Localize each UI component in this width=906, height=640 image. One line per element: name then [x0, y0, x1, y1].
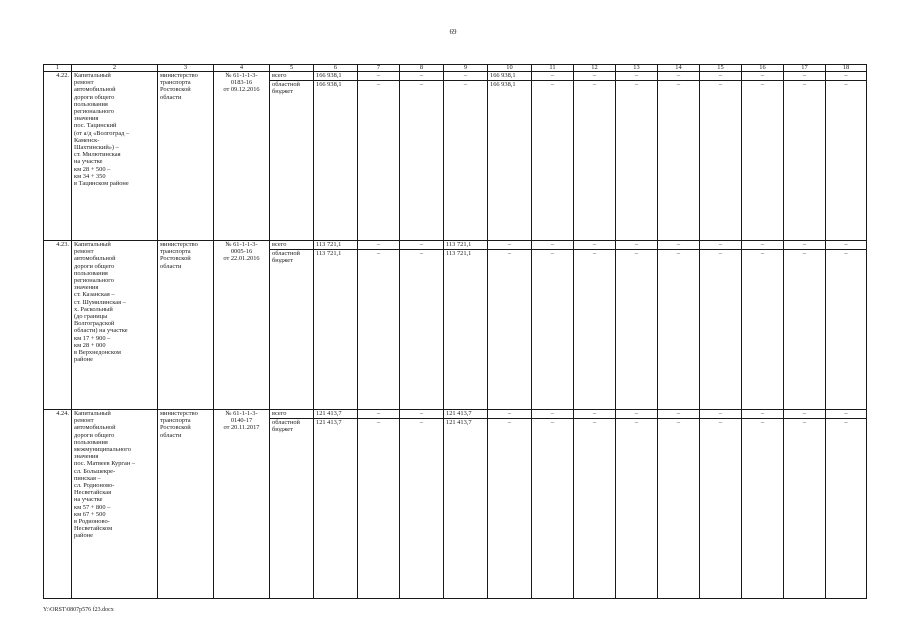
amount-cell: – [742, 241, 784, 250]
amount-cell: 113 721,1 [314, 241, 358, 250]
amount-cell: – [784, 241, 826, 250]
amount-cell: – [574, 250, 616, 410]
amount-cell: – [742, 81, 784, 241]
object-name: Капитальный ремонт автомобильной дороги общего пользования межмуниципального значения пос. Матвеев Курган – сл. Большекре- пинская – сл. Родионово- Несветайская на участке км 57 + 800 – км 67 + 500 в Родионово- Несветайском районе [72, 410, 158, 599]
amount-cell: – [574, 72, 616, 81]
amount-cell: – [574, 419, 616, 599]
table-row [44, 410, 867, 419]
amount-cell: – [574, 81, 616, 241]
amount-cell: 113 721,1 [314, 250, 358, 410]
amount-cell: – [616, 241, 658, 250]
amount-cell: – [658, 419, 700, 599]
amount-cell: – [658, 81, 700, 241]
funding-source: всего [270, 410, 314, 419]
expertise-doc: № 61-1-1-3- 0005-16 от 22.01.2016 [214, 241, 270, 410]
amount-cell: – [784, 250, 826, 410]
amount-cell: 166 938,1 [488, 81, 532, 241]
amount-cell: – [532, 81, 574, 241]
column-number: 17 [784, 65, 826, 72]
object-name: Капитальный ремонт автомобильной дороги общего пользования регионального значения ст. Казанская – ст. Шумилинская – х. Раскольный (до границы Волгоградской области) на участке км 17 + 900 – км 28 + 000 в Верхнедонском районе [72, 241, 158, 410]
column-number: 5 [270, 65, 314, 72]
amount-cell: 121 413,7 [444, 410, 488, 419]
page-number: 69 [449, 28, 457, 36]
amount-cell: – [700, 81, 742, 241]
amount-cell: – [532, 410, 574, 419]
customer: министерство транспорта Ростовской области [158, 72, 214, 241]
amount-cell: – [358, 241, 400, 250]
amount-cell: – [742, 250, 784, 410]
column-number: 10 [488, 65, 532, 72]
amount-cell: – [616, 72, 658, 81]
amount-cell: – [784, 72, 826, 81]
amount-cell: – [784, 410, 826, 419]
footer-file-path: Y:\ORST\0807p576 f23.docx [43, 607, 114, 613]
item-number: 4.22. [44, 72, 72, 241]
column-number: 14 [658, 65, 700, 72]
amount-cell: – [658, 241, 700, 250]
amount-cell: – [700, 241, 742, 250]
amount-cell: – [574, 241, 616, 250]
funding-source: всего [270, 72, 314, 81]
amount-cell: – [700, 250, 742, 410]
amount-cell: – [742, 410, 784, 419]
expertise-doc: № 61-1-1-3- 0183-16 от 09.12.2016 [214, 72, 270, 241]
amount-cell: 113 721,1 [444, 250, 488, 410]
amount-cell: – [444, 72, 488, 81]
amount-cell: – [658, 250, 700, 410]
customer: министерство транспорта Ростовской области [158, 241, 214, 410]
amount-cell: 166 938,1 [314, 81, 358, 241]
column-number: 9 [444, 65, 488, 72]
amount-cell: – [358, 410, 400, 419]
amount-cell: – [400, 81, 444, 241]
column-number: 7 [358, 65, 400, 72]
amount-cell: – [532, 241, 574, 250]
amount-cell: – [700, 410, 742, 419]
column-number: 12 [574, 65, 616, 72]
amount-cell: – [616, 410, 658, 419]
amount-cell: – [826, 419, 867, 599]
amount-cell: – [784, 419, 826, 599]
amount-cell: – [742, 419, 784, 599]
amount-cell: – [358, 250, 400, 410]
amount-cell: – [488, 241, 532, 250]
funding-source: областной бюджет [270, 81, 314, 241]
amount-cell: – [400, 250, 444, 410]
amount-cell: – [532, 250, 574, 410]
customer: министерство транспорта Ростовской области [158, 410, 214, 599]
amount-cell: – [400, 72, 444, 81]
funding-source: областной бюджет [270, 419, 314, 599]
amount-cell: – [700, 72, 742, 81]
amount-cell: – [616, 81, 658, 241]
column-number: 2 [72, 65, 158, 72]
amount-cell: – [700, 419, 742, 599]
column-number: 8 [400, 65, 444, 72]
amount-cell: 113 721,1 [444, 241, 488, 250]
amount-cell: – [400, 419, 444, 599]
amount-cell: 166 938,1 [314, 72, 358, 81]
column-number: 3 [158, 65, 214, 72]
amount-cell: – [616, 250, 658, 410]
amount-cell: – [742, 72, 784, 81]
amount-cell: – [826, 72, 867, 81]
column-number: 1 [44, 65, 72, 72]
amount-cell: 121 413,7 [444, 419, 488, 599]
amount-cell: – [444, 81, 488, 241]
amount-cell: – [616, 419, 658, 599]
column-number-row [44, 65, 867, 72]
amount-cell: – [358, 72, 400, 81]
amount-cell: – [826, 250, 867, 410]
amount-cell: – [358, 419, 400, 599]
amount-cell: – [400, 241, 444, 250]
amount-cell: – [358, 81, 400, 241]
column-number: 15 [700, 65, 742, 72]
column-number: 18 [826, 65, 867, 72]
amount-cell: – [574, 410, 616, 419]
amount-cell: – [826, 81, 867, 241]
amount-cell: – [488, 250, 532, 410]
amount-cell: – [532, 72, 574, 81]
amount-cell: 121 413,7 [314, 419, 358, 599]
table-row [44, 72, 867, 81]
amount-cell: 166 938,1 [488, 72, 532, 81]
amount-cell: – [400, 410, 444, 419]
amount-cell: 121 413,7 [314, 410, 358, 419]
item-number: 4.24. [44, 410, 72, 599]
expertise-doc: № 61-1-1-3- 0140-17 от 20.11.2017 [214, 410, 270, 599]
amount-cell: – [784, 81, 826, 241]
amount-cell: – [658, 410, 700, 419]
object-name: Капитальный ремонт автомобильной дороги общего пользования регионального значения пос. Тацинский (от а/д «Волгоград – Каменск- Шахтинский») – ст. Милютинская на участке км 28 + 500 – км 34 + 350 в Тацинском районе [72, 72, 158, 241]
amount-cell: – [532, 419, 574, 599]
funding-source: всего [270, 241, 314, 250]
column-number: 13 [616, 65, 658, 72]
amount-cell: – [826, 410, 867, 419]
column-number: 6 [314, 65, 358, 72]
funding-source: областной бюджет [270, 250, 314, 410]
column-number: 11 [532, 65, 574, 72]
column-number: 16 [742, 65, 784, 72]
amount-cell: – [826, 241, 867, 250]
budget-table [43, 64, 867, 599]
amount-cell: – [658, 72, 700, 81]
amount-cell: – [488, 410, 532, 419]
column-number: 4 [214, 65, 270, 72]
table-row [44, 241, 867, 250]
item-number: 4.23. [44, 241, 72, 410]
amount-cell: – [488, 419, 532, 599]
